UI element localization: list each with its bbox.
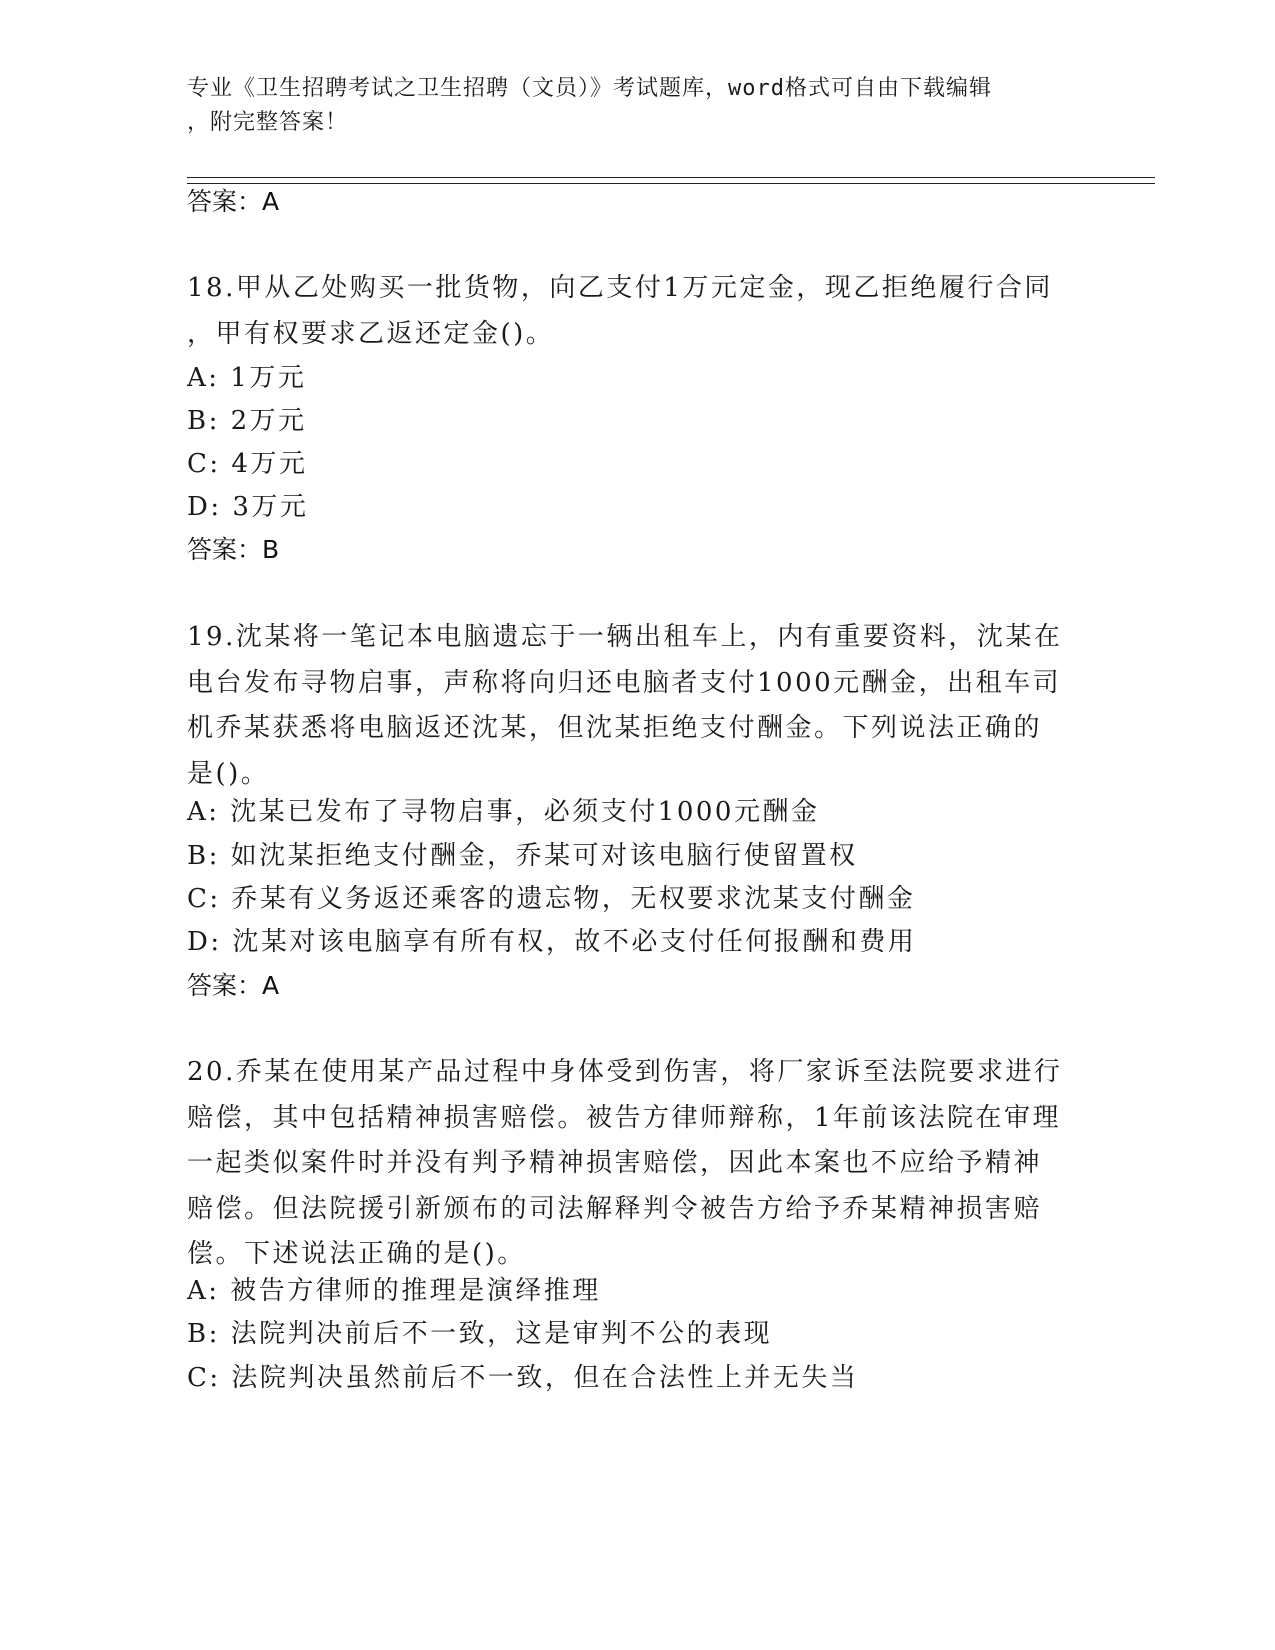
question-text-line: 赔偿。但法院援引新颁布的司法解释判令被告方给予乔某精神损害赔 [187,1193,1043,1224]
question-text-line: 机乔某获悉将电脑返还沈某，但沈某拒绝支付酬金。下列说法正确的 [187,713,1043,743]
question-20-text [187,1050,1087,1278]
question-18-text [187,266,1087,357]
answer-label: 答案：A [187,187,280,216]
question-18-option-d: D: 3万元 [187,492,309,522]
question-text-line: 一起类似案件时并没有判予精神损害赔偿，因此本案也不应给予精神 [187,1148,1043,1178]
question-18-option-c: C: 4万元 [187,449,308,479]
question-text-line: 20.乔某在使用某产品过程中身体受到伤害，将厂家诉至法院要求进行 [187,1057,1063,1087]
header-line-1: 专业《卫生招聘考试之卫生招聘（文员）》考试题库，word格式可自由下载编辑 [187,76,992,101]
question-20-option-c: C: 法院判决虽然前后不一致，但在合法性上并无失当 [187,1363,859,1393]
question-18-option-b: B: 2万元 [187,406,307,436]
question-20-option-b: B: 法院判决前后不一致，这是审判不公的表现 [187,1319,773,1349]
header-line-2: ，附完整答案！ [187,110,349,135]
question-19-option-d: D: 沈某对该电脑享有所有权，故不必支付任何报酬和费用 [187,927,917,957]
question-text-line: 是()。 [187,758,270,789]
question-text-line: 赔偿，其中包括精神损害赔偿。被告方律师辩称，1年前该法院在审理 [187,1102,1062,1133]
question-19-answer: 答案：A [187,971,280,1000]
header-divider-top [187,177,1155,178]
question-19-option-a: A: 沈某已发布了寻物启事，必须支付1000元酬金 [187,797,820,827]
question-text-line: 18.甲从乙处购买一批货物，向乙支付1万元定金，现乙拒绝履行合同 [187,273,1053,303]
question-18-option-a: A: 1万元 [187,363,307,393]
question-text-line: 电台发布寻物启事，声称将向归还电脑者支付1000元酬金，出租车司 [187,667,1062,698]
question-20-option-a: A: 被告方律师的推理是演绎推理 [187,1276,601,1306]
document-header [187,72,1067,140]
question-19-option-c: C: 乔某有义务返还乘客的遗忘物，无权要求沈某支付酬金 [187,884,916,914]
question-text-line: 偿。下述说法正确的是()。 [187,1239,526,1269]
question-text-line: ，甲有权要求乙返还定金()。 [187,318,555,349]
header-divider-bottom [187,183,1155,184]
question-text-line: 19.沈某将一笔记本电脑遗忘于一辆出租车上，内有重要资料，沈某在 [187,622,1063,652]
question-18-answer: 答案：B [187,535,280,564]
question-19-option-b: B: 如沈某拒绝支付酬金，乔某可对该电脑行使留置权 [187,841,858,871]
question-19-text [187,615,1087,797]
